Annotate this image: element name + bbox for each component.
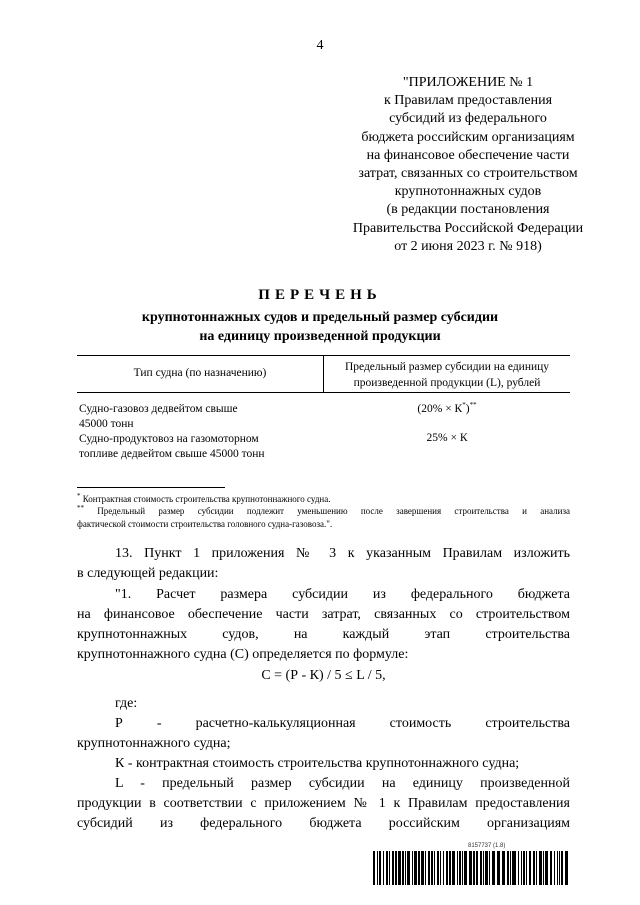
table-row-product-carrier-type (79, 432, 319, 462)
paragraph-line: "1. Расчет размера субсидии из федерального бюджета (115, 587, 570, 602)
subtitle-line: на единицу произведенной продукции (199, 328, 441, 344)
footnote-text: Предельный размер субсидии подлежит уменьшению после завершения строительства и анализа (84, 506, 570, 516)
barcode (373, 851, 568, 885)
value-text: ) (465, 402, 470, 415)
table-header-subsidy (324, 359, 570, 391)
appendix-line: (в редакции постановления (386, 202, 550, 218)
paragraph-line: на финансовое обеспечение части затрат, связанных со строительством (77, 607, 570, 622)
paragraph-line: Р - расчетно-калькуляционная стоимость строительства (115, 716, 570, 731)
definition-k: К - контрактная стоимость строительства крупнотоннажного судна; (115, 756, 520, 771)
appendix-line: крупнотоннажных судов (394, 184, 542, 200)
paragraph-line: L - предельный размер субсидии на единицу произведенной (115, 776, 570, 791)
appendix-line: к Правилам предоставления (383, 93, 553, 109)
paragraph-line: крупнотоннажных судов, на каждый этап строительства (77, 627, 570, 642)
footnote-mark: ** (469, 401, 477, 409)
table-cell-line: 45000 тонн (79, 418, 134, 430)
table-row-gas-carrier-type (79, 402, 319, 432)
table-cell-line: Судно-продуктовоз на газомоторном (79, 433, 259, 445)
table-row-gas-carrier-value (324, 401, 570, 415)
footnote-mark: * (462, 401, 466, 409)
calculation-paragraph (77, 585, 570, 665)
document-title: ПЕРЕЧЕНЬ (258, 287, 382, 303)
footnote-2 (77, 502, 570, 531)
page-number: 4 (316, 38, 324, 53)
appendix-line: субсидий из федерального (389, 111, 547, 127)
table-cell-line: Судно-газовоз дедвейтом свыше (79, 403, 238, 415)
appendix-line: на финансовое обеспечение части (366, 147, 570, 163)
formula: С = (Р - К) / 5 ≤ L / 5, (261, 668, 386, 683)
appendix-line: "ПРИЛОЖЕНИЕ № 1 (402, 75, 534, 90)
paragraph-13 (77, 544, 570, 584)
paragraph-line: субсидий из федерального бюджета российским организациям (77, 816, 570, 831)
definition-p (77, 714, 570, 754)
barcode-bar (565, 851, 568, 885)
subtitle-line: крупнотоннажных судов и предельный размер субсидии (141, 310, 499, 325)
paragraph-line: крупнотоннажного судна; (77, 736, 231, 751)
footnote-separator (77, 487, 225, 488)
footnote-mark: * (77, 492, 81, 500)
footnote-text: Контрактная стоимость строительства крупнотоннажного судна. (80, 494, 331, 504)
appendix-line: бюджета российским организациям (361, 129, 575, 145)
value-text: (20% × К (417, 402, 463, 415)
where-label: где: (115, 696, 138, 711)
document-stamp: 8157737 (1.8) (468, 843, 506, 849)
appendix-line: от 2 июня 2023 г. № 918) (394, 238, 542, 254)
paragraph-line: крупнотоннажного судна (С) определяется по формуле: (77, 647, 409, 662)
paragraph-line: 13. Пункт 1 приложения № 3 к указанным Правилам изложить (115, 546, 570, 561)
table-cell-line: топливе дедвейтом свыше 45000 тонн (79, 448, 265, 460)
appendix-line: затрат, связанных со строительством (358, 166, 578, 182)
appendix-line: Правительства Российской Федерации (352, 220, 584, 236)
table-row-product-carrier-value: 25% × К (426, 432, 468, 444)
table-header-border (77, 392, 570, 393)
footnote-text: фактической стоимости строительства головного судна-газовоза.". (77, 519, 333, 529)
paragraph-line: в следующей редакции: (77, 566, 219, 581)
table-header-subsidy-line: Предельный размер субсидии на единицу (344, 361, 550, 373)
footnote-mark: ** (77, 504, 84, 512)
table-header-vessel-type: Тип судна (по назначению) (133, 367, 267, 379)
table-header-subsidy-line: произведенной продукции (L), рублей (353, 377, 541, 389)
definition-l (77, 774, 570, 834)
appendix-header (318, 74, 618, 256)
paragraph-line: продукции в соответствии с приложением № 1 к Правилам предоставления (77, 796, 570, 811)
document-subtitle (0, 309, 640, 346)
